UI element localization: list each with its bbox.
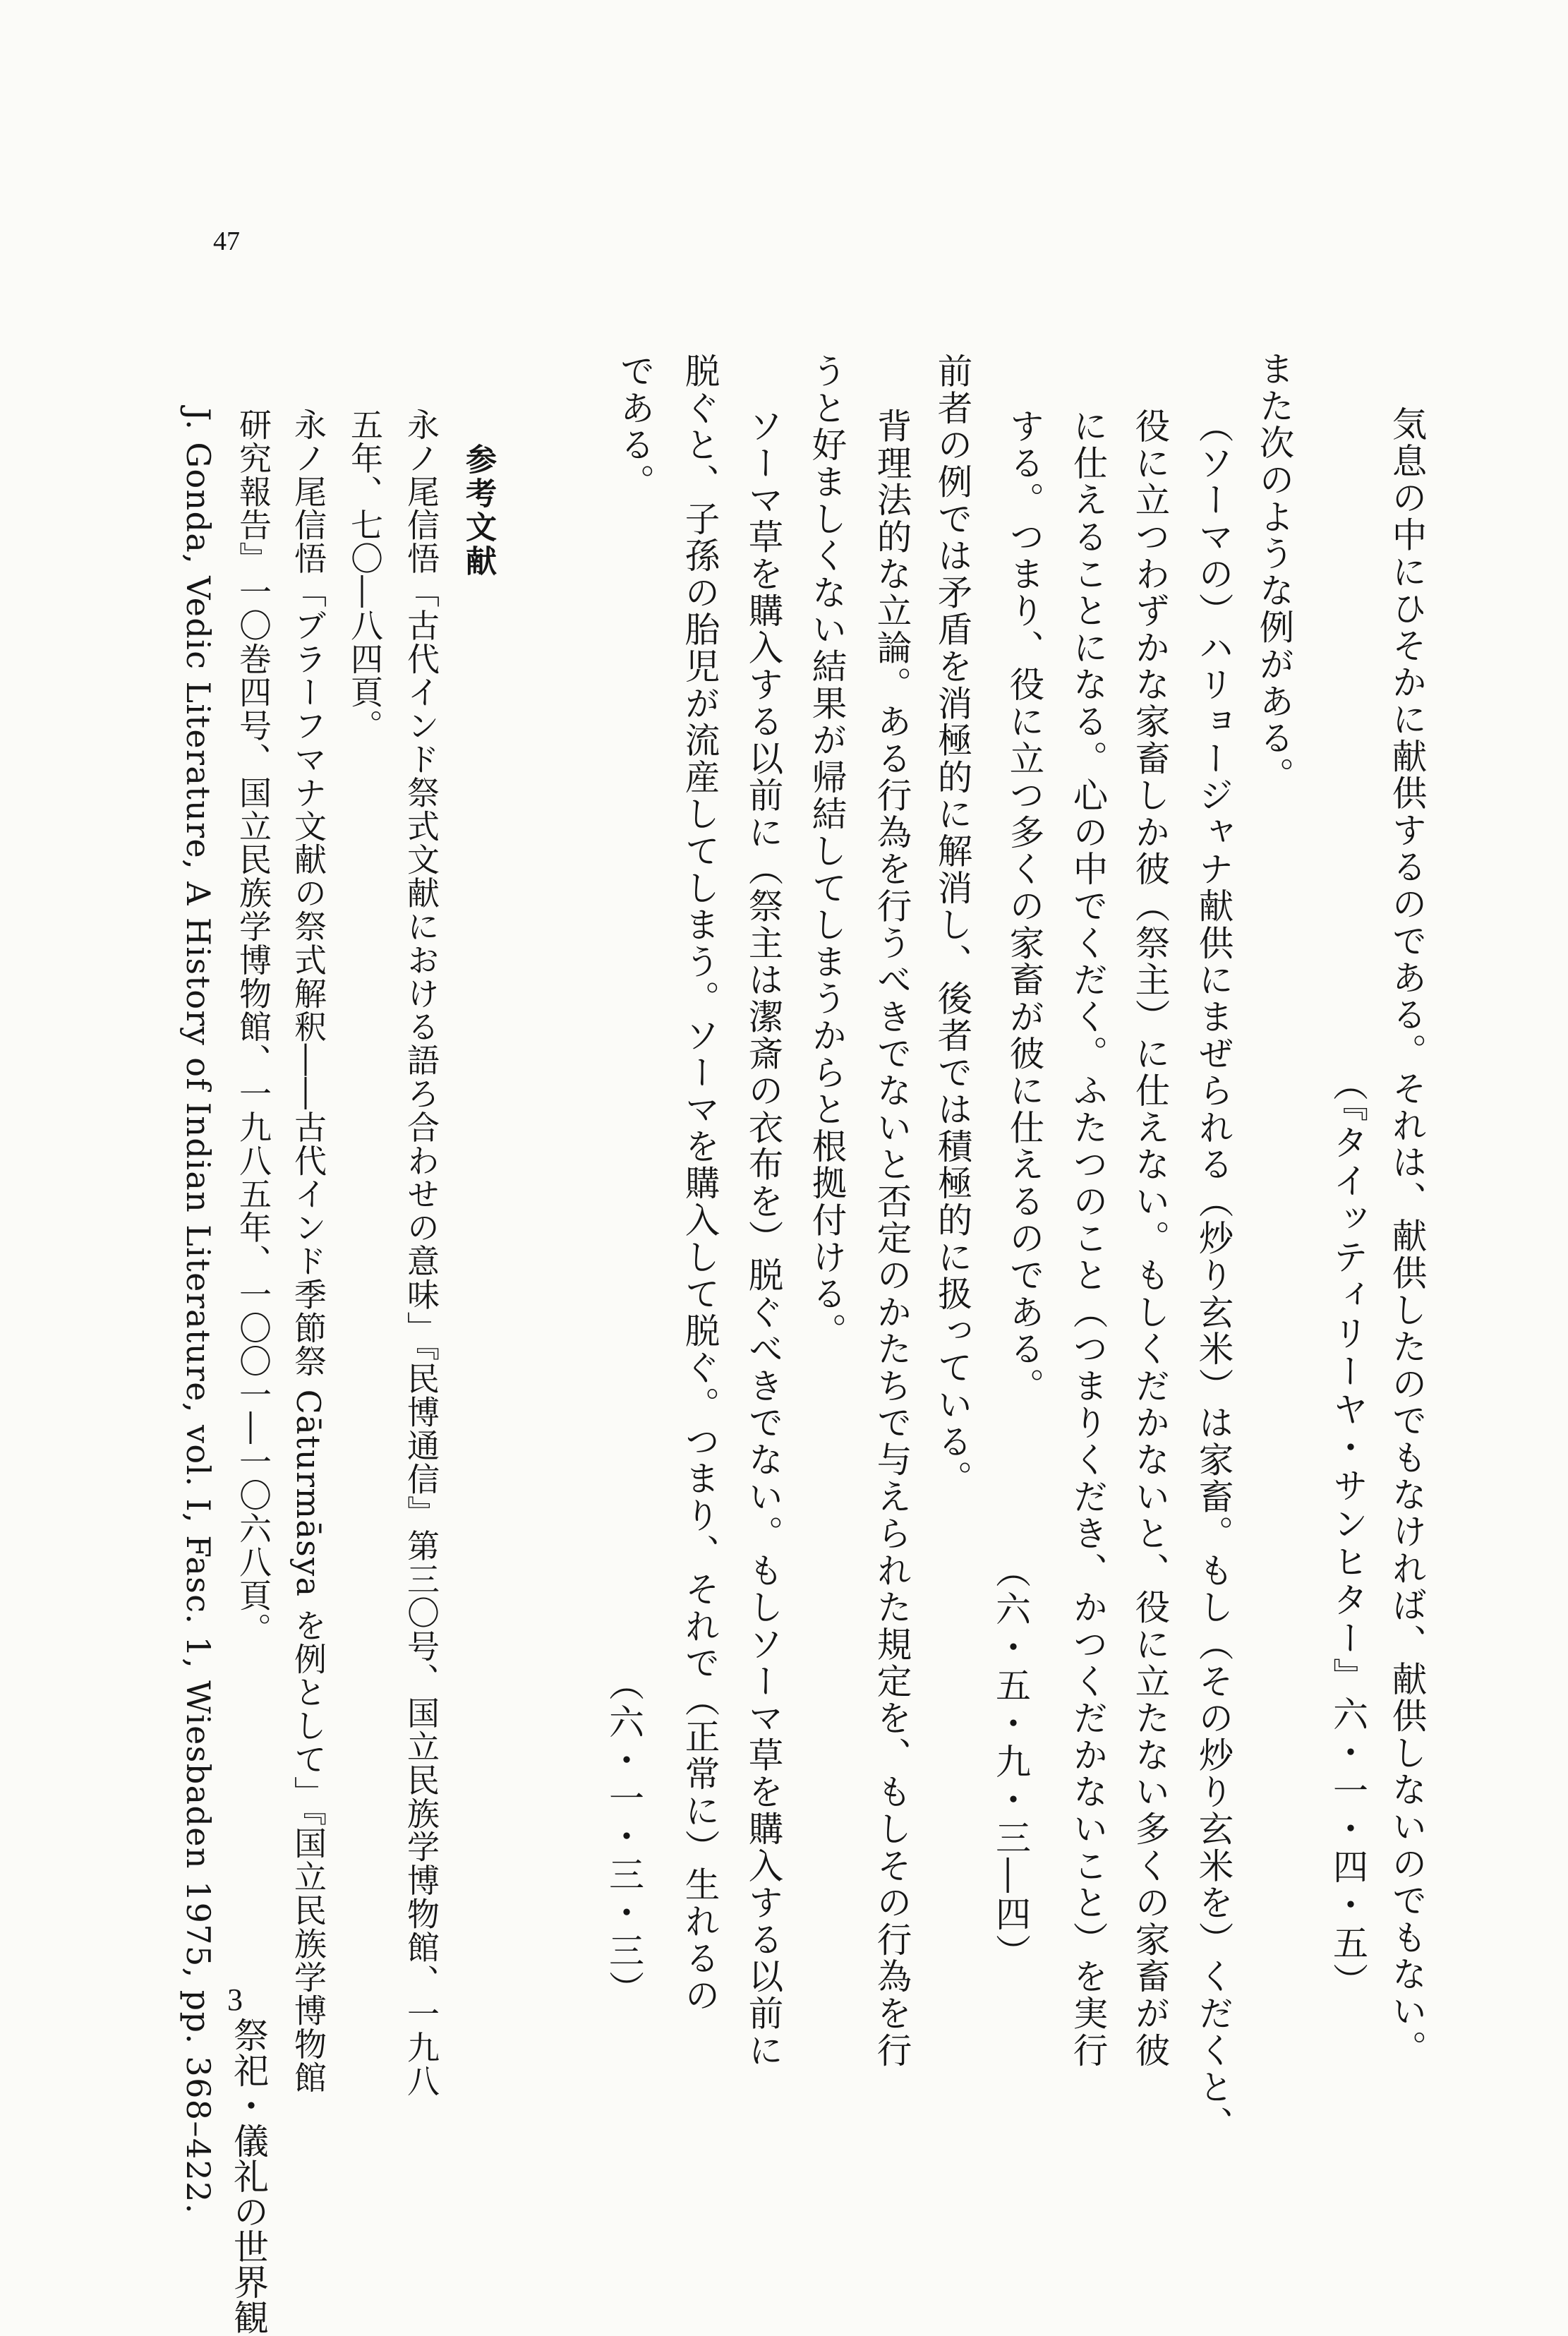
text-line: うと好ましくない結果が帰結してしまうからと根拠付ける。 [807,353,848,1350]
citation-line: （六・五・九・三―四） [990,1553,1031,1972]
text-line: 脱ぐと、子孫の胎児が流産してしまう。ソーマを購入して脱ぐ。つまり、それで（正常に）生れるの [680,353,720,2014]
text-line: （ソーマの）ハリョージャナ献供にまぜられる（炒り玄米）は家畜。もし（その炒り玄米を）くだくと、 [1193,408,1234,2143]
text-line: する。つまり、役に立つ多くの家畜が彼に仕えるのである。 [1004,408,1045,1405]
citation-line: （『タイッティリーヤ・サンヒター』六・一・四・五） [1327,1066,1368,2001]
citation-line: （六・一・三・三） [603,1666,644,2009]
text-line: 役に立つわずかな家畜しか彼（祭主）に仕えない。もしくだかないと、役に立たない多くの家畜が彼 [1130,408,1171,2069]
reference-line: 研究報告』一〇巻四号、国立民族学博物館、一九八五年、一〇〇一―一〇六八頁。 [234,408,272,1646]
text-line: また次のような例がある。 [1254,351,1295,794]
reference-line: 五年、七〇―八四頁。 [346,408,384,742]
text-line: ソーマ草を購入する以前に（祭主は潔斎の衣布を）脱ぐべきでない。もしソーマ草を購入する以前に [743,408,784,2069]
reference-line: 永ノ尾信悟「ブラーフマナ文献の祭式解釈――古代インド季節祭 Cāturmāsya を例として」『国立民族学博物館 [289,408,327,2095]
chapter-title: 祭祀・儀礼の世界観 [228,2017,269,2335]
text-line: に仕えることになる。心の中でくだく。ふたつのこと（つまりくだき、かつくだかないこと）を実行 [1068,408,1109,2069]
reference-line: J. Gonda, Vedic Literature, A History of Indian Literature, vol. I, Fasc. 1, Wiesbaden 1975, pp. 368–422. [179,408,217,2215]
text-line: 背理法的な立論。ある行為を行うべきでないと否定のかたちで与えられた規定を、もしその行為を行 [872,408,912,2069]
page-number: 47 [213,227,240,256]
chapter-number: 3 [227,1982,243,2017]
references-heading: 参考文献 [460,443,496,579]
text-line: 前者の例では矛盾を消極的に解消し、後者では積極的に扱っている。 [932,353,973,1498]
text-line: 気息の中にひそかに献供するのである。それは、献供したのでもなければ、献供しないのでもない。 [1387,406,1428,2067]
reference-line: 永ノ尾信悟「古代インド祭式文献における語ろ合わせの意味」『民博通信』第三〇号、国立民族学博物館、一九八 [402,408,440,2098]
text-line: である。 [615,353,656,501]
